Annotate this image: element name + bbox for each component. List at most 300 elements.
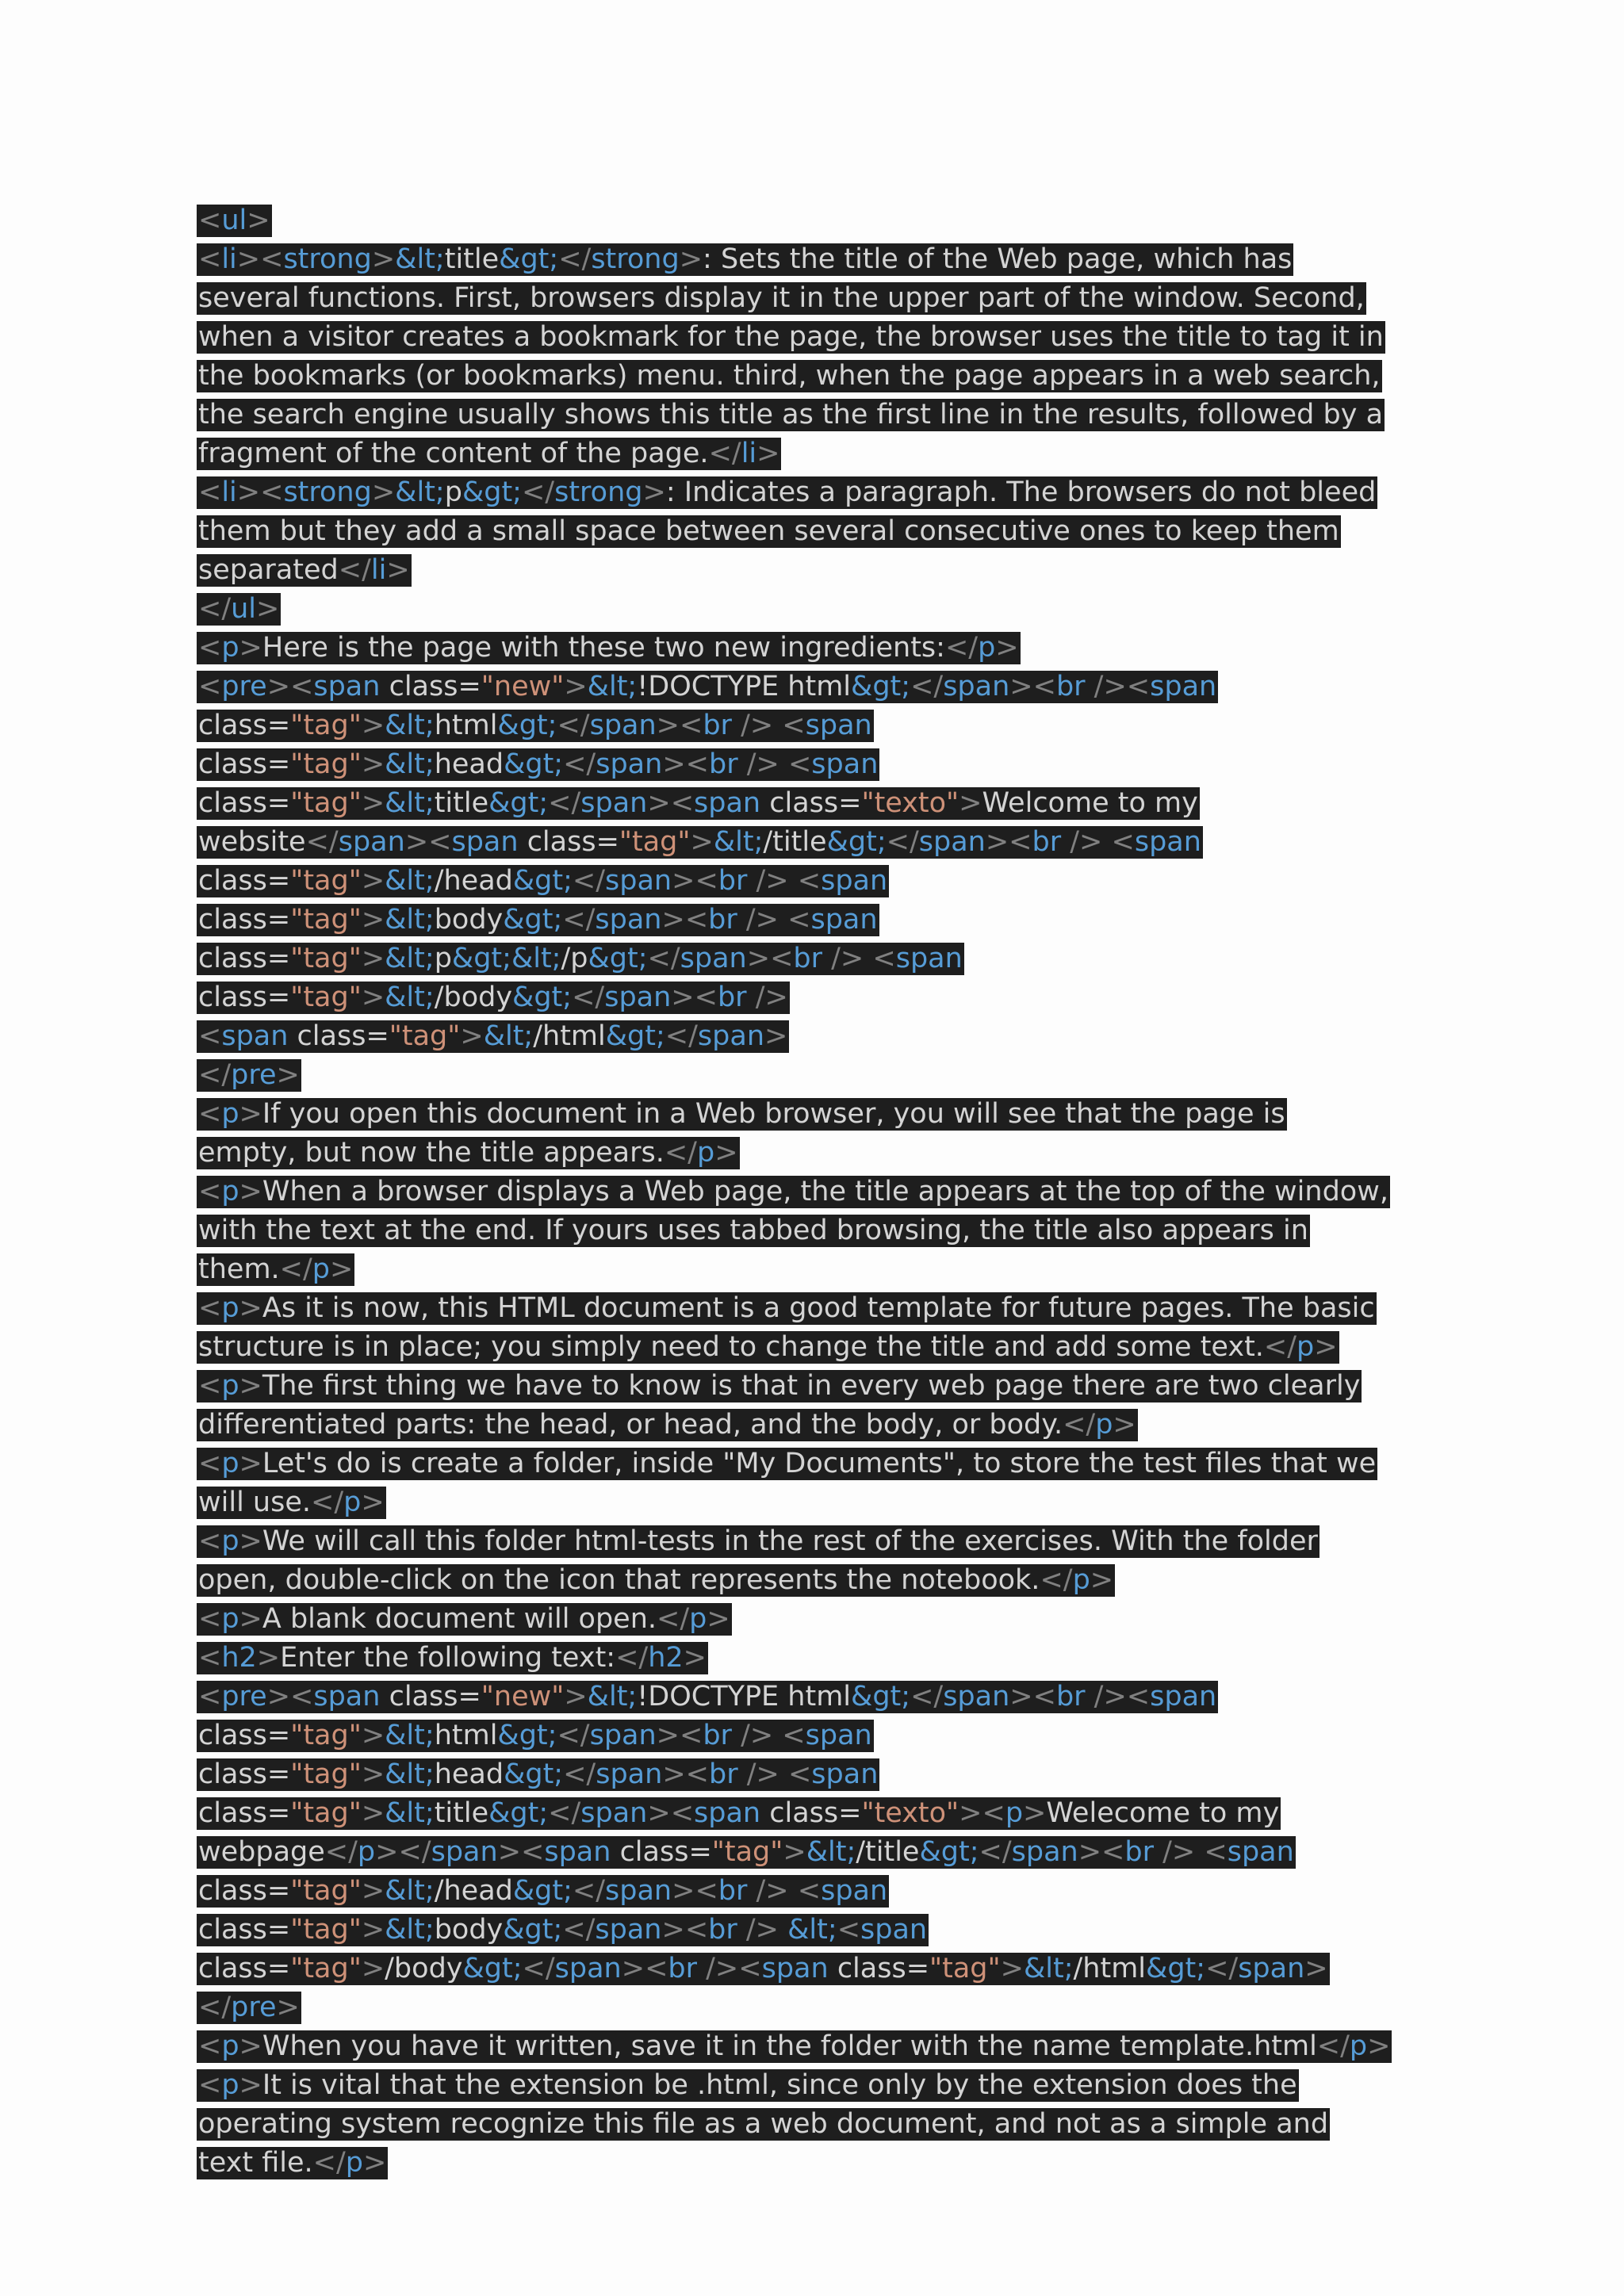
code-token: several functions. First, browsers display it in the upper part of the window. Second, xyxy=(198,282,1365,314)
code-token: br xyxy=(1124,1836,1154,1868)
code-token: &lt; xyxy=(395,243,445,275)
code-line-highlight xyxy=(197,2030,1392,2063)
code-token: >< xyxy=(266,671,314,702)
code-token: = xyxy=(266,943,291,974)
code-token: </ xyxy=(979,1836,1012,1868)
code-line-highlight xyxy=(197,1331,1339,1364)
code-line xyxy=(197,279,1434,318)
code-token: > xyxy=(361,982,385,1013)
code-token: > xyxy=(764,1020,788,1052)
code-line-highlight xyxy=(197,671,1218,703)
code-line-highlight xyxy=(197,2147,388,2179)
code-token: /p xyxy=(561,943,588,974)
code-token: &lt; xyxy=(385,1758,435,1790)
code-token: &lt; xyxy=(385,865,435,897)
code-line-highlight xyxy=(197,1215,1310,1247)
code-token: br xyxy=(718,1875,748,1907)
code-token: text file. xyxy=(198,2147,313,2179)
code-token: = xyxy=(266,1797,291,1829)
code-token: the bookmarks (or bookmarks) menu. third, when the page appears in a web search, xyxy=(198,360,1381,392)
code-token: class xyxy=(198,904,267,936)
code-line-highlight xyxy=(197,1564,1115,1597)
code-token: > xyxy=(256,1642,281,1674)
code-token: </ xyxy=(557,710,590,741)
code-token: class xyxy=(198,1797,267,1829)
code-token: p xyxy=(221,632,239,664)
code-token: /html xyxy=(1073,1953,1147,1984)
code-token: </ xyxy=(563,748,596,780)
code-token: </ xyxy=(910,671,944,702)
code-token: &gt; xyxy=(826,826,887,858)
code-token: Welecome to my xyxy=(1046,1797,1280,1829)
code-line-highlight xyxy=(197,865,889,897)
code-line-highlight xyxy=(197,1758,879,1791)
code-token: > xyxy=(361,943,385,974)
code-line xyxy=(197,862,1434,901)
code-token: p xyxy=(978,632,996,664)
code-line-highlight xyxy=(197,826,1203,859)
code-token: p xyxy=(434,943,452,974)
code-token: </ xyxy=(910,1681,944,1712)
code-token: br xyxy=(1055,1681,1086,1712)
code-token: >< xyxy=(404,826,452,858)
code-token: p xyxy=(312,1253,331,1285)
code-token: </ xyxy=(647,943,680,974)
code-line xyxy=(197,1483,1434,1522)
code-token: &gt; xyxy=(488,1797,549,1829)
code-token: >< xyxy=(1009,671,1056,702)
code-token: br xyxy=(1055,671,1086,702)
code-line-highlight xyxy=(197,205,272,237)
code-token: &gt; xyxy=(605,1020,665,1052)
code-line-highlight xyxy=(197,1836,1296,1869)
code-token: >< xyxy=(959,1797,1005,1829)
code-token: >< xyxy=(236,243,284,275)
code-token: title xyxy=(444,243,500,275)
code-token: >< xyxy=(746,943,794,974)
code-token: br xyxy=(708,748,738,780)
code-line xyxy=(197,1250,1434,1289)
code-token: </ xyxy=(312,2147,346,2179)
code-token: < xyxy=(198,1448,222,1479)
code-token: p xyxy=(1349,2030,1368,2062)
code-token: ul xyxy=(231,593,257,625)
code-line xyxy=(197,1367,1434,1406)
code-token: : Sets the title of the Web page, which has xyxy=(703,243,1293,275)
code-token: Here is the page with these two new ingredients: xyxy=(262,632,945,664)
code-line-highlight xyxy=(197,2108,1330,2141)
code-line-highlight xyxy=(197,1176,1390,1208)
code-token: li xyxy=(221,243,237,275)
code-token: pre xyxy=(221,671,267,702)
highlighted-code-block xyxy=(197,201,1434,2183)
code-token: span xyxy=(805,1720,872,1751)
code-token: "tag" xyxy=(290,1875,362,1907)
code-token: < xyxy=(198,632,222,664)
code-token: &gt; xyxy=(503,904,563,936)
code-token: p xyxy=(221,1176,239,1207)
code-token: pre xyxy=(221,1681,267,1712)
code-token: span xyxy=(604,982,672,1013)
code-line xyxy=(197,1639,1434,1678)
code-token: class xyxy=(198,748,267,780)
code-line xyxy=(197,1950,1434,1988)
code-token: "tag" xyxy=(619,826,691,858)
code-token: > xyxy=(239,1098,262,1130)
code-token: > xyxy=(1367,2030,1391,2062)
code-line xyxy=(197,1406,1434,1445)
code-token: p xyxy=(1005,1797,1024,1829)
code-token: &gt; xyxy=(512,982,573,1013)
code-token: </ xyxy=(558,243,592,275)
code-token: class xyxy=(198,943,267,974)
code-token: "tag" xyxy=(711,1836,783,1868)
code-token: />< xyxy=(1085,671,1151,702)
code-token: > xyxy=(361,1758,385,1790)
code-line xyxy=(197,434,1434,473)
code-token: />< xyxy=(1085,1681,1151,1712)
code-token: p xyxy=(689,1603,707,1635)
code-token: = xyxy=(266,982,291,1013)
code-token: < xyxy=(198,1176,222,1207)
code-line-highlight xyxy=(197,1525,1320,1558)
code-token: span xyxy=(821,1875,888,1907)
code-line xyxy=(197,1794,1434,1833)
code-line xyxy=(197,629,1434,668)
code-token: span xyxy=(918,826,986,858)
code-token: !DOCTYPE html xyxy=(637,1681,852,1712)
code-token: > xyxy=(564,1681,588,1712)
code-line-highlight xyxy=(197,1953,1330,1985)
code-token: = xyxy=(366,1020,389,1052)
code-line xyxy=(197,1173,1434,1211)
code-line xyxy=(197,1211,1434,1250)
code-token: = xyxy=(906,1953,930,1984)
code-token: "tag" xyxy=(290,710,362,741)
code-line xyxy=(197,551,1434,590)
code-token: &gt; xyxy=(512,865,573,897)
code-token: = xyxy=(266,710,291,741)
code-token: < xyxy=(198,2069,222,2101)
code-token: </ xyxy=(1263,1331,1297,1363)
code-token: > xyxy=(690,826,714,858)
code-token: = xyxy=(266,748,291,780)
code-line xyxy=(197,512,1434,551)
code-line-highlight xyxy=(197,787,1200,820)
code-token: </ xyxy=(664,1137,697,1169)
code-token: &lt; xyxy=(483,1020,534,1052)
code-token: </ xyxy=(1040,1564,1073,1596)
code-token: </ xyxy=(708,438,741,469)
code-token: < xyxy=(198,671,222,702)
code-token: </ xyxy=(572,982,605,1013)
code-token: open, double-click on the icon that represents the notebook. xyxy=(198,1564,1040,1596)
code-token: >< xyxy=(662,748,709,780)
code-token: &gt; xyxy=(851,671,911,702)
code-token: span xyxy=(313,1681,389,1712)
code-token: < xyxy=(198,1642,222,1674)
code-token: </ xyxy=(198,1992,232,2023)
code-token: "tag" xyxy=(290,982,362,1013)
code-token: html xyxy=(434,710,498,741)
code-token: separated xyxy=(198,554,339,586)
code-token: span xyxy=(544,1836,620,1868)
code-line xyxy=(197,978,1434,1017)
code-token: Welcome to my xyxy=(982,787,1198,819)
code-line-highlight xyxy=(197,710,874,742)
code-token: > xyxy=(959,787,982,819)
code-line xyxy=(197,1911,1434,1950)
code-line xyxy=(197,823,1434,862)
code-token: class xyxy=(198,1953,267,1984)
code-token: span xyxy=(811,748,879,780)
code-token: span xyxy=(697,1020,765,1052)
code-token: span xyxy=(811,1758,879,1790)
code-token: </ xyxy=(615,1642,649,1674)
code-token: p xyxy=(444,476,462,508)
code-token: span xyxy=(589,710,657,741)
code-line-highlight xyxy=(197,1720,874,1752)
code-line xyxy=(197,1095,1434,1134)
code-token: > xyxy=(361,1875,385,1907)
code-token: "tag" xyxy=(389,1020,461,1052)
code-token: &gt; xyxy=(851,1681,911,1712)
code-token: </ xyxy=(657,1603,690,1635)
code-token: /> xyxy=(746,982,788,1013)
code-token: > xyxy=(361,1953,385,1984)
code-line xyxy=(197,1134,1434,1173)
code-line xyxy=(197,201,1434,240)
code-token: differentiated parts: the head, or head, and the body, or body. xyxy=(198,1409,1063,1441)
code-token: span xyxy=(580,1797,648,1829)
code-token: "tag" xyxy=(290,1797,362,1829)
code-line-highlight xyxy=(197,399,1385,431)
code-token: "tag" xyxy=(290,1914,362,1946)
code-token: span xyxy=(596,748,663,780)
code-token: >< xyxy=(656,1720,703,1751)
code-token: br xyxy=(708,1914,737,1946)
code-token: > xyxy=(361,1487,385,1518)
code-line-highlight xyxy=(197,1098,1287,1131)
code-line xyxy=(197,590,1434,629)
code-line-highlight xyxy=(197,438,781,470)
code-token: > xyxy=(239,2069,262,2101)
code-token: > xyxy=(239,2030,262,2062)
code-line xyxy=(197,784,1434,823)
code-token: span xyxy=(451,826,527,858)
code-token: class xyxy=(198,787,267,819)
code-token: > xyxy=(371,476,396,508)
code-token: < xyxy=(198,1020,222,1052)
code-token: span xyxy=(1011,1836,1078,1868)
code-token: </ xyxy=(338,554,371,586)
code-token: br xyxy=(703,710,732,741)
code-token: &lt; xyxy=(511,943,561,974)
code-token: > xyxy=(256,593,280,625)
code-token: ></ xyxy=(375,1836,431,1868)
code-token: /> < xyxy=(737,1758,812,1790)
code-token: >< xyxy=(647,1797,695,1829)
code-line-highlight xyxy=(197,515,1341,548)
code-token: "texto" xyxy=(861,787,959,819)
code-token: title xyxy=(434,787,489,819)
code-token: The first thing we have to know is that in every web page there are two clearly xyxy=(262,1370,1361,1402)
code-token: "tag" xyxy=(929,1953,1001,1984)
code-token: < xyxy=(198,1603,222,1635)
code-token: span xyxy=(596,1758,663,1790)
code-token: < xyxy=(198,205,222,236)
code-token: >< xyxy=(985,826,1032,858)
code-token: : Indicates a paragraph. The browsers do not bleed xyxy=(665,476,1377,508)
code-token: span xyxy=(694,787,770,819)
code-token: &lt; xyxy=(385,1797,435,1829)
code-token: span xyxy=(554,1953,622,1984)
code-token: class xyxy=(198,865,267,897)
code-token: span xyxy=(1238,1953,1305,1984)
code-token: br xyxy=(668,1953,698,1984)
code-token: ul xyxy=(221,205,247,236)
code-token: br xyxy=(703,1720,732,1751)
code-token: p xyxy=(221,2030,239,2062)
code-token: p xyxy=(221,2069,239,2101)
code-token: &lt; xyxy=(1023,1953,1074,1984)
code-line xyxy=(197,1600,1434,1639)
code-token: class xyxy=(198,1875,267,1907)
code-token: = xyxy=(838,787,862,819)
code-token: < xyxy=(198,1098,222,1130)
code-token: /> < xyxy=(747,1875,822,1907)
code-token: When you have it written, save it in the folder with the name template.html xyxy=(262,2030,1317,2062)
code-token: > xyxy=(239,1603,262,1635)
code-token: span xyxy=(895,943,963,974)
code-token: </ xyxy=(944,632,979,664)
code-token: >< xyxy=(661,1914,709,1946)
code-token: br xyxy=(708,1758,738,1790)
code-token: head xyxy=(434,748,504,780)
code-token: body xyxy=(434,1914,504,1946)
code-token: class xyxy=(769,787,839,819)
code-token: > xyxy=(239,1370,262,1402)
code-token: "tag" xyxy=(290,1720,362,1751)
code-token: />< xyxy=(697,1953,762,1984)
code-token: </ xyxy=(324,1836,358,1868)
code-token: = xyxy=(596,826,619,858)
code-token: &lt; xyxy=(385,1875,435,1907)
code-token: > xyxy=(239,1292,262,1324)
code-token: pre xyxy=(231,1059,277,1091)
code-token: /> < xyxy=(747,865,822,897)
code-token: </ xyxy=(548,787,581,819)
code-token: >< xyxy=(647,787,695,819)
code-token: = xyxy=(266,1720,291,1751)
code-token: &lt; xyxy=(385,787,435,819)
code-token: "tag" xyxy=(290,1758,362,1790)
code-token: </ xyxy=(665,1020,698,1052)
code-token: li xyxy=(741,438,757,469)
code-token: empty, but now the title appears. xyxy=(198,1137,665,1169)
code-token: </ xyxy=(305,826,339,858)
code-token: It is vital that the extension be .html, since only by the extension does the xyxy=(262,2069,1297,2101)
code-token: html xyxy=(434,1720,498,1751)
code-line-highlight xyxy=(197,1059,301,1092)
code-token: >< xyxy=(1009,1681,1056,1712)
code-line xyxy=(197,1872,1434,1911)
code-token: class xyxy=(198,1914,267,1946)
code-line xyxy=(197,1522,1434,1561)
code-line-highlight xyxy=(197,593,281,626)
code-token: !DOCTYPE html xyxy=(637,671,852,702)
code-token: them but they add a small space between several consecutive ones to keep them xyxy=(198,515,1339,547)
code-token: p xyxy=(221,1292,239,1324)
code-token: /> < xyxy=(731,710,806,741)
code-token: > xyxy=(756,438,780,469)
code-line xyxy=(197,1716,1434,1755)
code-token: /> < xyxy=(737,748,812,780)
code-token: span xyxy=(605,1875,672,1907)
code-token: strong xyxy=(554,476,643,508)
code-token: </ xyxy=(1205,1953,1239,1984)
code-token: span xyxy=(221,1020,297,1052)
code-token: > xyxy=(707,1603,730,1635)
code-token: A blank document will open. xyxy=(262,1603,657,1635)
code-token: >< xyxy=(1078,1836,1125,1868)
code-token: = xyxy=(458,671,481,702)
code-token: > xyxy=(1304,1953,1328,1984)
code-token: p xyxy=(221,1370,239,1402)
code-token: &lt; xyxy=(385,710,435,741)
code-token: If you open this document in a Web browser, you will see that the page is xyxy=(262,1098,1285,1130)
code-line-highlight xyxy=(197,982,790,1014)
code-token: "new" xyxy=(481,671,565,702)
code-token: > xyxy=(386,554,410,586)
code-token: h2 xyxy=(221,1642,257,1674)
code-line-highlight xyxy=(197,321,1385,354)
code-token: span xyxy=(1227,1836,1294,1868)
code-token: class xyxy=(837,1953,906,1984)
code-line xyxy=(197,706,1434,745)
code-token: >< xyxy=(672,1875,718,1907)
code-token: title xyxy=(434,1797,489,1829)
code-token: "tag" xyxy=(290,748,362,780)
code-token: </ xyxy=(572,1875,606,1907)
code-token: < xyxy=(198,1681,222,1712)
code-token: > xyxy=(239,1448,262,1479)
code-token: span xyxy=(313,671,389,702)
code-token: </ xyxy=(572,865,606,897)
code-token: span xyxy=(580,787,648,819)
code-line-highlight xyxy=(197,1487,386,1519)
code-token: p xyxy=(221,1525,239,1557)
code-line-highlight xyxy=(197,943,964,975)
code-token: </ xyxy=(521,476,555,508)
code-token: span xyxy=(680,943,747,974)
code-token: > xyxy=(564,671,588,702)
code-line-highlight xyxy=(197,1603,732,1636)
code-token: >< xyxy=(236,476,284,508)
code-token: > xyxy=(361,1914,385,1946)
code-line-highlight xyxy=(197,904,879,936)
code-token: website xyxy=(198,826,306,858)
code-token: class xyxy=(198,710,267,741)
code-token: class xyxy=(389,671,458,702)
code-line xyxy=(197,473,1434,512)
code-line-highlight xyxy=(197,1020,789,1053)
code-token: li xyxy=(221,476,237,508)
code-token: </ xyxy=(562,1914,596,1946)
code-token: &gt; xyxy=(588,943,648,974)
code-token: p xyxy=(221,1448,239,1479)
code-token: /> < xyxy=(822,943,896,974)
